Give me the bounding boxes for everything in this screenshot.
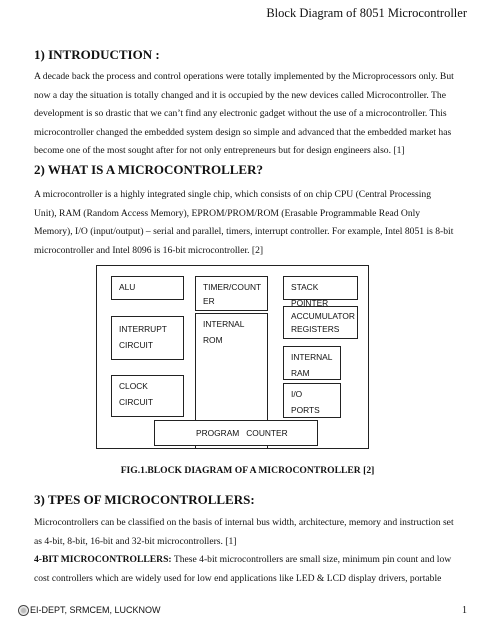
block-label: INTERNAL	[291, 352, 333, 362]
block-label: STACK POINTER	[291, 282, 329, 308]
block-accumulator-registers	[283, 306, 358, 339]
block-io-ports	[283, 383, 341, 418]
paragraph-what-is	[34, 186, 466, 260]
text-line: Microcontrollers can be classified on the basis of internal bus width, architecture, memory and instruction set	[34, 517, 454, 528]
text-line: development is so drastic that we can’t find any electronic gadget without the use of a microcontroller. This	[34, 108, 447, 119]
block-label: RAM	[291, 368, 310, 378]
text-line: microcontroller changed the embedded system design so simple and advanced that the embedded market has	[34, 126, 452, 138]
subheading-4bit: 4-BIT MICROCONTROLLERS:	[34, 554, 172, 565]
block-label: ALU	[119, 282, 136, 292]
block-label: TIMER/COUNT	[203, 282, 262, 292]
block-alu	[111, 276, 184, 300]
block-label: CIRCUIT	[119, 397, 153, 407]
text-line: A microcontroller is a highly integrated single chip, which consists of on chip CPU (Central Processing	[34, 189, 432, 200]
text-line: microcontroller and Intel 8096 is 16-bit microcontroller. [2]	[34, 244, 264, 256]
block-diagram	[96, 265, 369, 449]
paragraph-types	[34, 514, 466, 588]
footer-dept: EI-DEPT, SRMCEM, LUCKNOW	[30, 605, 161, 615]
section-heading-introduction: 1) INTRODUCTION :	[34, 47, 160, 62]
block-stack-pointer	[283, 276, 358, 308]
section-heading-types: 3) TPES OF MICROCONTROLLERS:	[34, 492, 255, 507]
text-line: cost controllers which are widely used for low end applications like LED & LCD display drivers, portable	[34, 572, 442, 584]
text-line: become one of the most sought after for not only entrepreneurs but for design engineers also. [1]	[34, 145, 405, 156]
text-line: now a day the situation is totally changed and it is occupied by the new devices called Microcontroller. The	[34, 89, 446, 101]
text-line: as 4-bit, 8-bit, 16-bit and 32-bit microcontrollers. [1]	[34, 535, 237, 547]
block-clock-circuit	[111, 375, 184, 417]
block-label: CLOCK	[119, 381, 148, 391]
text-inline: These 4-bit microcontrollers are small size, minimum pin count and low	[171, 554, 452, 565]
section-heading-what-is: 2) WHAT IS A MICROCONTROLLER?	[34, 162, 263, 177]
text-line	[34, 551, 466, 570]
block-label: INTERRUPT	[119, 324, 167, 334]
page-number: 1	[462, 605, 467, 616]
paragraph-introduction	[34, 68, 466, 161]
block-label: INTERNAL	[203, 319, 245, 329]
block-label: I/O	[291, 389, 303, 399]
block-label: REGISTERS	[291, 324, 340, 334]
text-line: Unit), RAM (Random Access Memory), EPROM/PROM/ROM (Erasable Programmable Read Only	[34, 207, 421, 219]
page-header-title: Block Diagram of 8051 Microcontroller	[266, 6, 467, 20]
block-label: PROGRAM COUNTER	[196, 428, 288, 438]
block-label: ACCUMULATOR	[291, 311, 355, 321]
block-program-counter	[154, 420, 318, 446]
college-logo-icon	[18, 605, 29, 616]
figure-caption: FIG.1.BLOCK DIAGRAM OF A MICROCONTROLLER [2]	[120, 465, 375, 476]
block-interrupt-circuit	[111, 316, 184, 360]
block-label: ER	[203, 296, 215, 306]
text-line: A decade back the process and control operations were totally implemented by the Microprocessors only. But	[34, 71, 454, 82]
block-label: CIRCUIT	[119, 340, 153, 350]
block-timer-counter	[195, 276, 268, 311]
block-internal-ram	[283, 346, 341, 380]
text-line: Memory), I/O (input/output) – serial and parallel, timers, interrupt controller. For example, Intel 8051 is 8-bit	[34, 226, 454, 237]
block-label: PORTS	[291, 405, 320, 415]
block-label: ROM	[203, 335, 223, 345]
page-footer	[18, 605, 161, 616]
